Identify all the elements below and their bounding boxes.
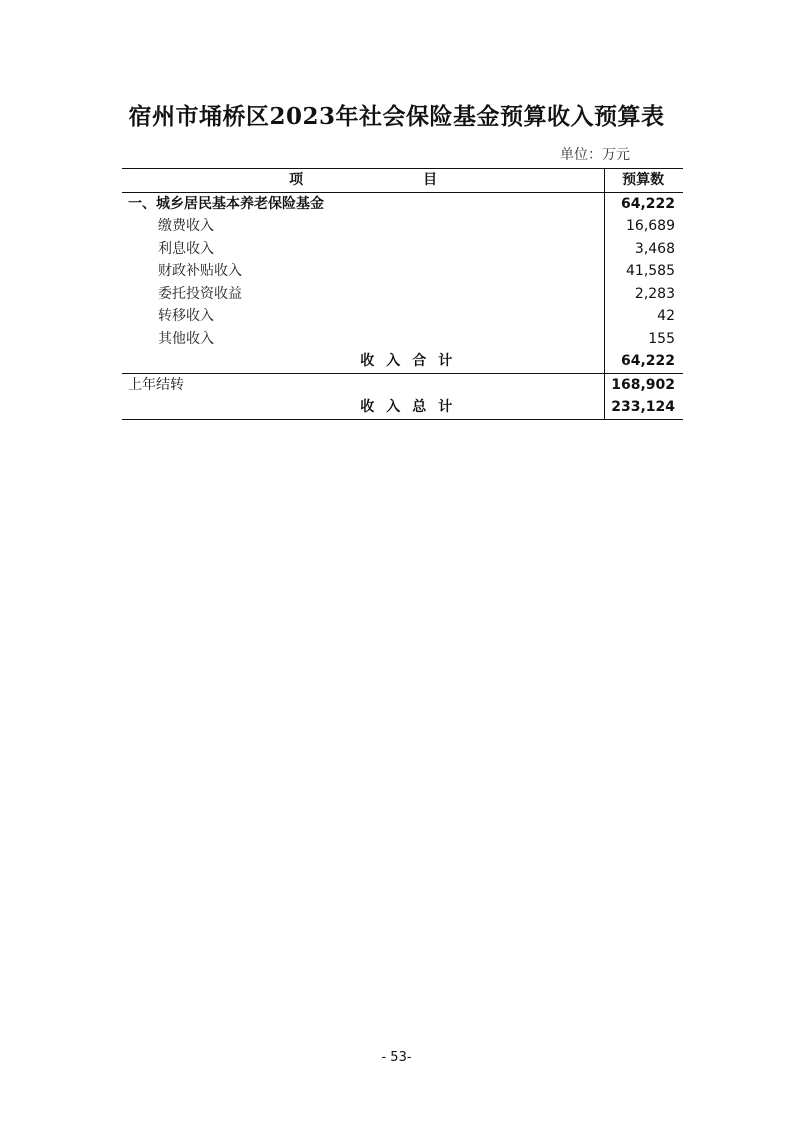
column-header-item-left: 项 (289, 172, 304, 189)
total-row (122, 396, 683, 419)
table-row (122, 328, 683, 351)
subtotal-value: 64,222 (620, 353, 675, 370)
subtotal-label: 收入合计 (122, 350, 605, 373)
table-row (122, 305, 683, 328)
row-label: 一、城乡居民基本养老保险基金 (122, 192, 605, 215)
table-row (122, 215, 683, 238)
row-label: 利息收入 (122, 238, 605, 261)
table-header-row (122, 169, 683, 193)
row-value: 168,902 (605, 373, 683, 396)
row-value: 42 (657, 308, 675, 325)
table-row (122, 238, 683, 261)
row-value: 3,468 (634, 240, 675, 257)
page-number: - 53- (381, 1050, 412, 1065)
table-row (122, 373, 683, 396)
row-label: 委托投资收益 (122, 283, 605, 306)
subtotal-row (122, 350, 683, 373)
column-header-item-right: 目 (423, 172, 438, 189)
row-label: 财政补贴收入 (122, 260, 605, 283)
table-row (122, 192, 683, 215)
row-label: 缴费收入 (122, 215, 605, 238)
row-label: 转移收入 (122, 305, 605, 328)
row-value: 2,283 (634, 285, 675, 302)
total-label: 收入总计 (122, 396, 605, 419)
row-value: 155 (648, 330, 675, 347)
column-header-value: 预算数 (605, 169, 683, 193)
page-title: 宿州市埇桥区2023年社会保险基金预算收入预算表 (128, 103, 665, 130)
column-header-item (122, 169, 605, 193)
row-value: 16,689 (626, 218, 675, 235)
row-label: 其他收入 (122, 328, 605, 351)
unit-label: 单位：万元 (560, 147, 630, 163)
row-value: 64,222 (620, 195, 675, 212)
table-row (122, 283, 683, 306)
row-value: 41,585 (626, 263, 675, 280)
row-label: 上年结转 (122, 373, 605, 396)
budget-table (122, 168, 683, 420)
table-row (122, 260, 683, 283)
total-value: 233,124 (605, 396, 683, 419)
